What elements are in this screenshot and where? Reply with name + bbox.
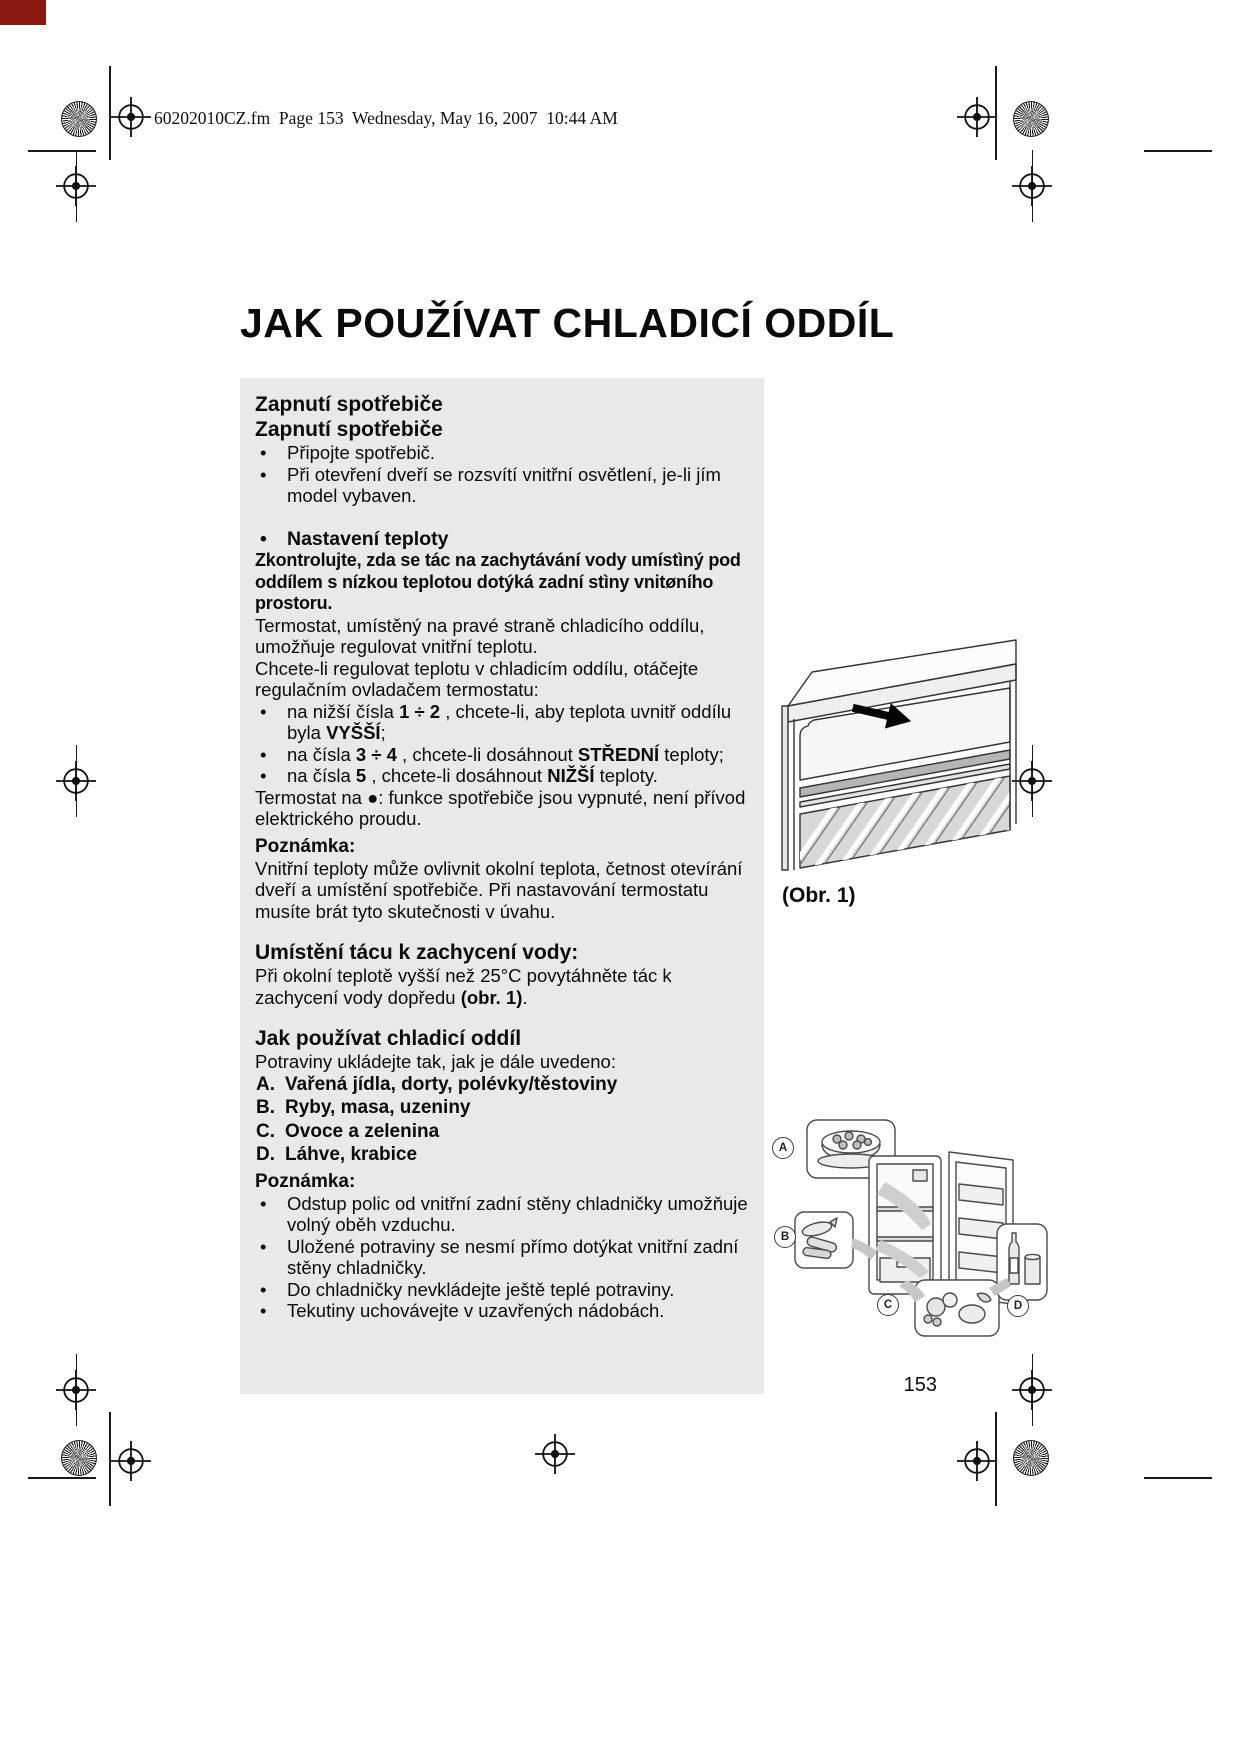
bullet-item: • Při otevření dveří se rozsvítí vnitřní osvětlení, je-li jím model vybaven. [260,463,721,506]
item-marker: • [260,527,267,550]
registration-target-icon [957,1441,997,1481]
paragraph: Termostat, umístěný na pravé straně chladicího oddílu, umožňuje regulovat vnitřní teplotu. [255,614,705,657]
bullet-item: • Tekutiny uchovávejte v uzavřených nádobách. [260,1300,665,1321]
item-marker: • [260,1192,267,1214]
registration-target-icon [56,166,96,206]
figure2-label-d: D [1007,1295,1029,1317]
content-box [240,378,764,1394]
item-marker: D. [256,1144,275,1165]
lettered-item: D. Láhve, krabice [256,1144,418,1165]
registration-starburst-icon [1013,1440,1049,1476]
registration-target-icon [957,97,997,137]
item-marker: • [260,700,267,722]
item-marker: • [260,1278,267,1300]
section-heading: Jak používat chladicí oddíl [255,1027,522,1050]
figure1-caption: (Obr. 1) [782,884,856,907]
registration-target-icon [1012,166,1052,206]
figure2-label-b: B [774,1226,796,1248]
item-marker: C. [256,1120,275,1142]
item-marker: • [260,1300,267,1321]
section-heading: Zapnutí spotřebiče [255,393,443,416]
bullet-item: • na čísla 5 , chcete-li dosáhnout NIŽŠÍ teploty. [260,765,658,786]
crop-line [28,150,96,152]
figure2-label-a: A [772,1137,794,1159]
bullet-item: • Odstup polic od vnitřní zadní stěny chladničky umožňuje volný oběh vzduchu. [260,1192,748,1235]
lettered-item: C. Ovoce a zelenina [256,1120,440,1142]
section-heading: Zapnutí spotřebiče [255,418,443,441]
figure2-label-c: C [877,1294,899,1316]
content-blocks [255,392,748,1322]
lettered-item: B. Ryby, masa, uzeniny [256,1097,471,1118]
item-marker: A. [256,1073,275,1095]
registration-starburst-icon [61,1440,97,1476]
paragraph: Zkontrolujte, zda se tác na zachytávání vody umístìný pod oddílem s nízkou teplotou dotýká zadní stìny vnitøního prostoru. [255,550,741,613]
item-marker: • [260,1235,267,1257]
bullet-item: • na čísla 3 ÷ 4 , chcete-li dosáhnout STŘEDNÍ teploty; [260,743,724,765]
figure-1-tray-drawing [778,618,1023,878]
corner-print-mark [0,0,46,25]
registration-target-icon [56,1370,96,1410]
item-marker: • [260,765,267,786]
item-marker: • [260,463,267,485]
bullet-item: • Do chladničky nevkládejte ještě teplé potraviny. [260,1278,675,1300]
item-marker: • [260,743,267,765]
page-number: 153 [903,1374,937,1396]
print-header: 60202010CZ.fm Page 153 Wednesday, May 16, 2007 10:44 AM [154,108,618,128]
page-title: JAK POUŽÍVAT CHLADICÍ ODDÍL [240,300,895,346]
registration-starburst-icon [61,101,97,137]
registration-target-icon [1012,1370,1052,1410]
bullet-item: • Připojte spotřebič. [260,442,436,463]
item-marker: • [260,442,267,463]
registration-target-icon [535,1434,575,1474]
lettered-item: A. Vařená jídla, dorty, polévky/těstoviny [256,1073,618,1095]
thermostat-box [913,1170,927,1181]
paragraph: Chcete-li regulovat teplotu v chladicím oddílu, otáčejte regulačním ovladačem termostatu: [255,657,699,700]
left-wall-edge [782,706,788,870]
crop-line [1144,1477,1212,1479]
registration-target-icon [111,97,151,137]
item-marker: B. [256,1097,275,1118]
paragraph: Vnitřní teploty může ovlivnit okolní teplota, četnost otevírání dveří a umístění spotřebiče. Při nastavování termostatu musíte brát tyto skutečnosti v úvahu. [255,857,743,922]
section-heading: Umístění tácu k zachycení vody: [255,941,579,964]
bullet-item: • Nastavení teploty [260,527,449,550]
bullet-item: • na nižší čísla 1 ÷ 2 , chcete-li, aby teplota uvnitř oddílu byla VYŠŠÍ; [260,700,732,743]
bullet-item: • Uložené potraviny se nesmí přímo dotýkat vnitřní zadní stěny chladničky. [260,1235,739,1278]
note-heading: Poznámka: [255,1170,356,1192]
paragraph: Termostat na ●: funkce spotřebiče jsou vypnuté, není přívod elektrického proudu. [255,786,746,829]
crop-line [1144,150,1212,152]
registration-target-icon [111,1441,151,1481]
shelf [877,1237,933,1241]
registration-target-icon [56,761,96,801]
crop-line [28,1477,96,1479]
paragraph: Potraviny ukládejte tak, jak je dále uvedeno: [255,1051,616,1072]
note-heading: Poznámka: [255,835,356,857]
registration-starburst-icon [1013,101,1049,137]
paragraph: Při okolní teplotě vyšší než 25°C povytáhněte tác k zachycení vody dopředu (obr. 1). [255,965,672,1008]
